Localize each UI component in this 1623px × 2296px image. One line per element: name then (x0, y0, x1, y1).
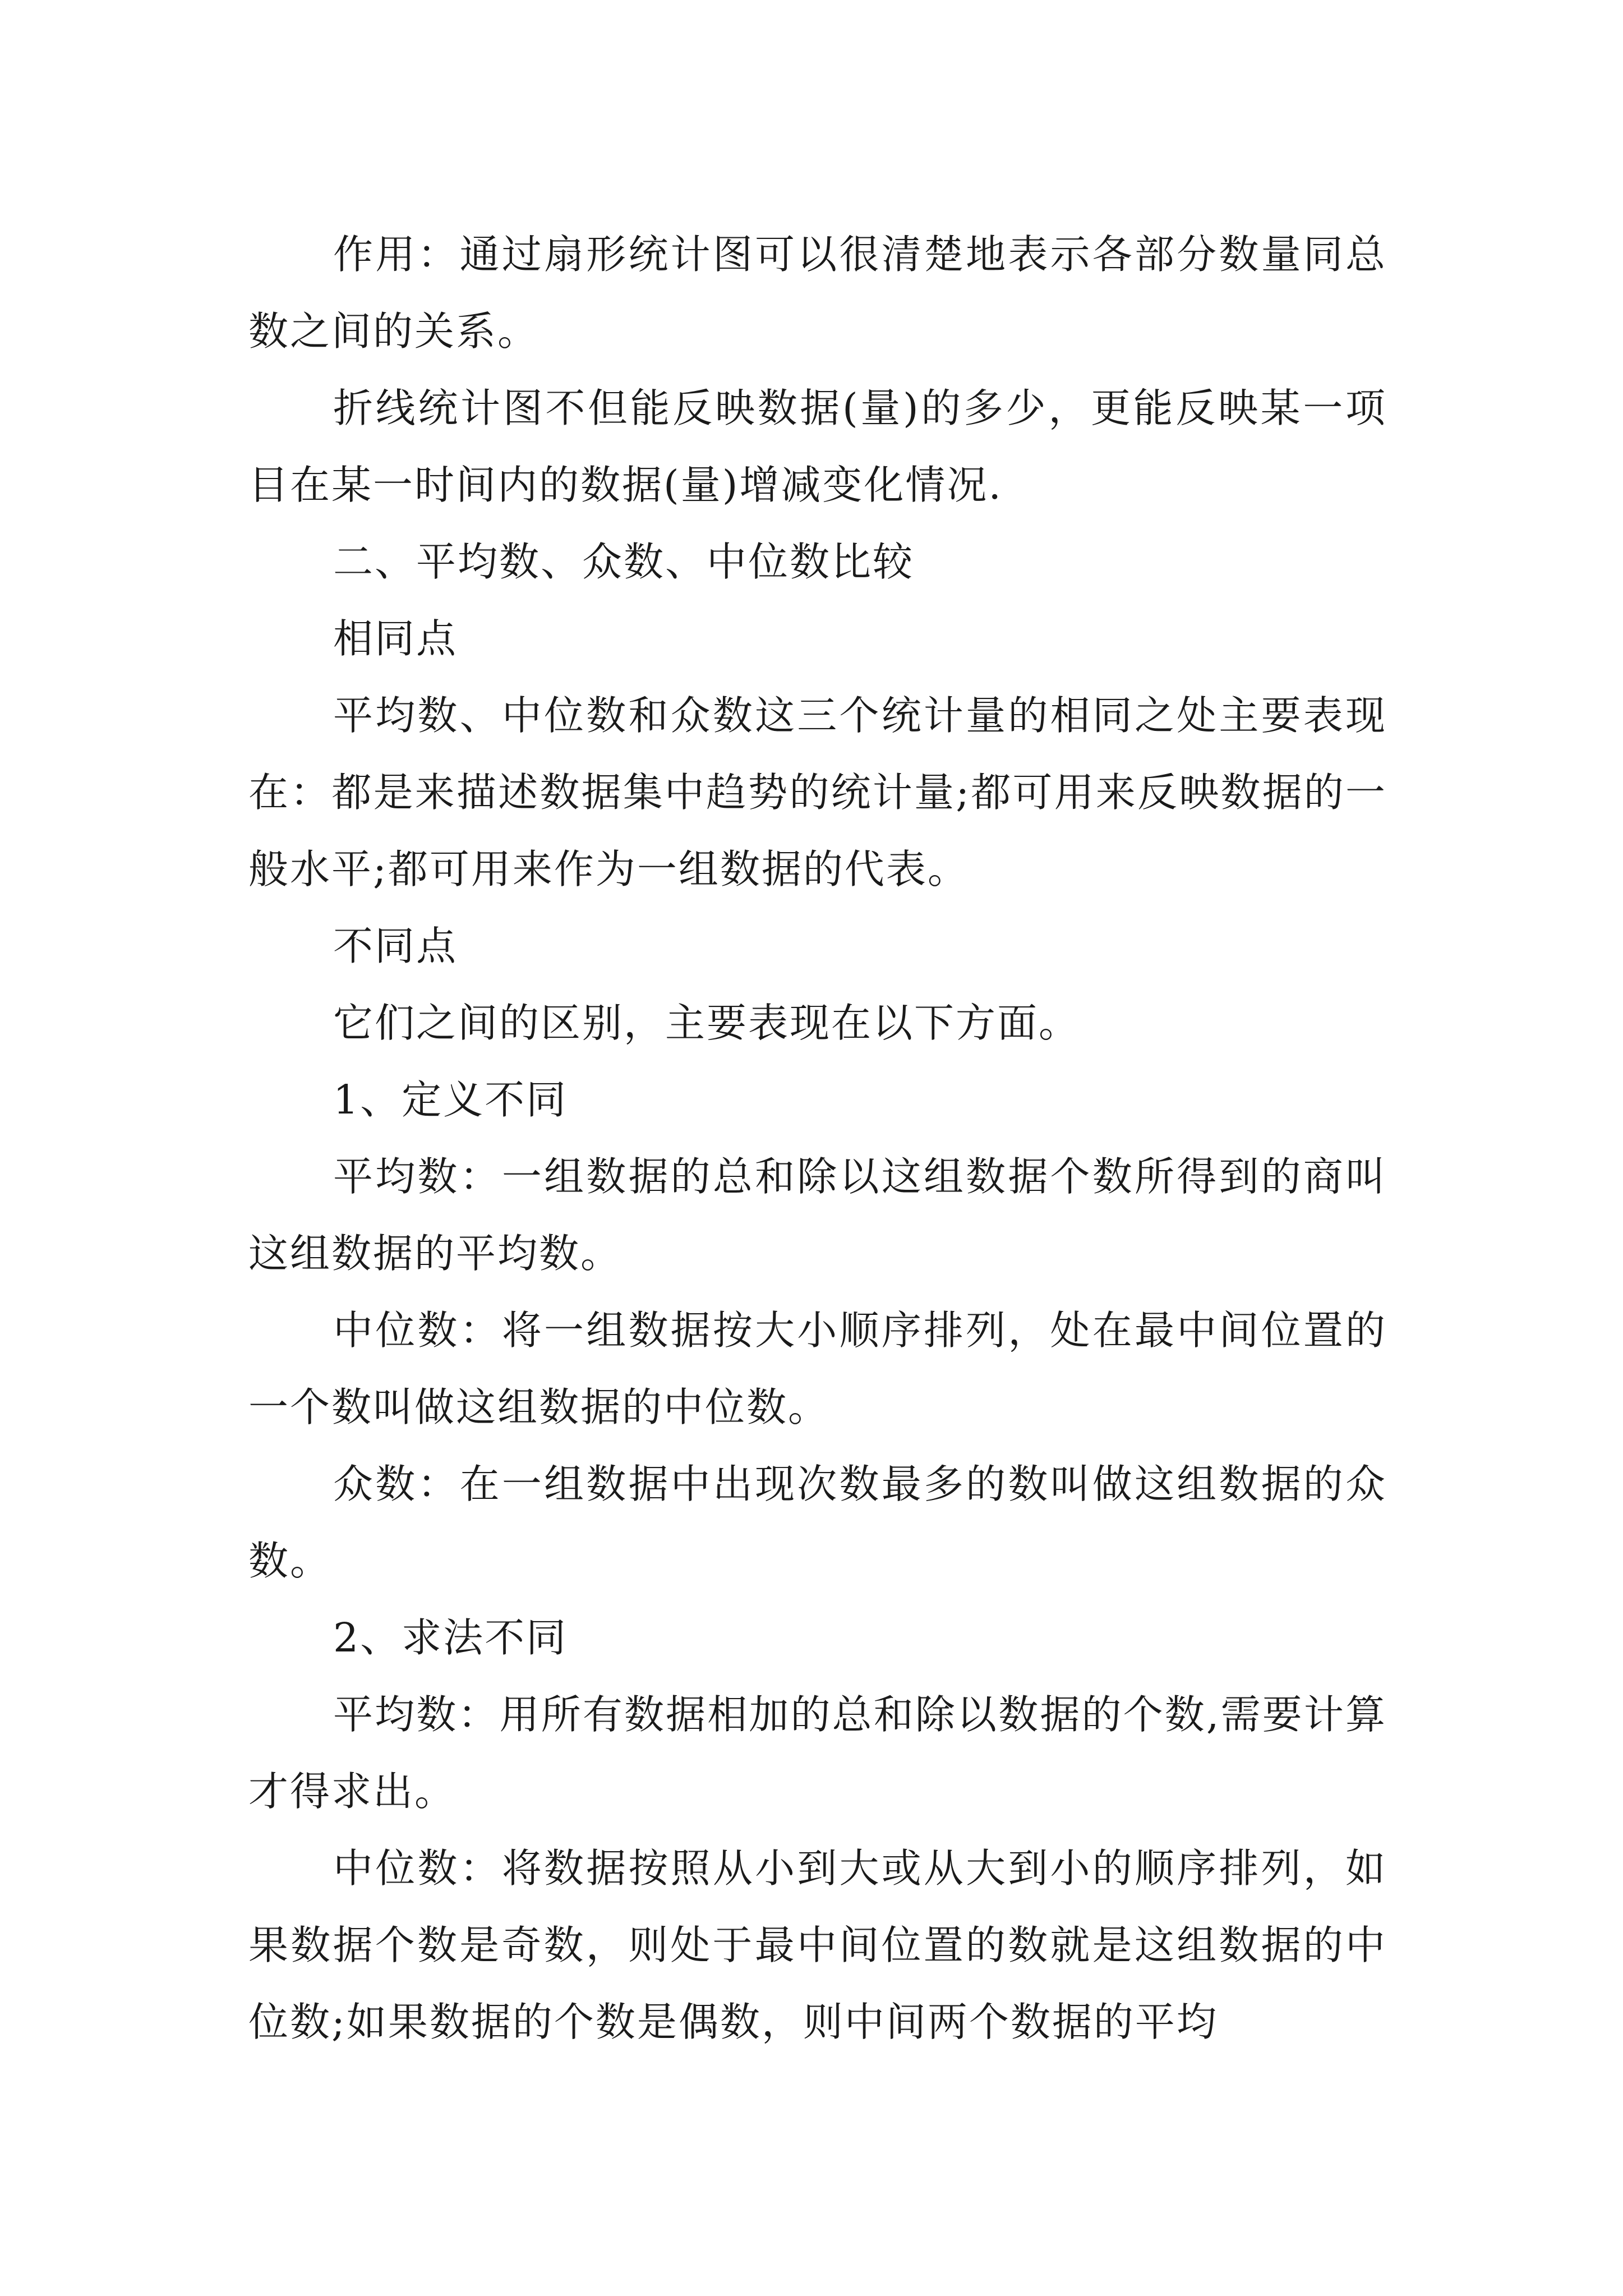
paragraph-mean-definition: 平均数：一组数据的总和除以这组数据个数所得到的商叫这组数据的平均数。 (248, 1153, 1387, 1277)
document-body (248, 216, 1387, 2060)
paragraph-mode-definition: 众数：在一组数据中出现次数最多的数叫做这组数据的众数。 (248, 1461, 1387, 1584)
paragraph-mean-method: 平均数：用所有数据相加的总和除以数据的个数,需要计算才得求出。 (248, 1691, 1387, 1815)
paragraph-median-method: 中位数：将数据按照从小到大或从大到小的顺序排列，如果数据个数是奇数，则处于最中间位置的数就是这组数据的中位数;如果数据的个数是偶数，则中间两个数据的平均 (248, 1845, 1387, 2045)
paragraph-similarities: 平均数、中位数和众数这三个统计量的相同之处主要表现在：都是来描述数据集中趋势的统计量;都可用来反映数据的一般水平;都可用来作为一组数据的代表。 (248, 692, 1387, 892)
section-heading-comparison: 二、平均数、众数、中位数比较 (333, 539, 915, 585)
subheading-similarities: 相同点 (333, 615, 458, 662)
subheading-definition: 1、定义不同 (333, 1076, 568, 1123)
subheading-differences: 不同点 (333, 923, 458, 969)
paragraph-differences-intro: 它们之间的区别，主要表现在以下方面。 (333, 1000, 1081, 1046)
paragraph-line-chart-purpose: 折线统计图不但能反映数据(量)的多少，更能反映某一项目在某一时间内的数据(量)增减变化情况. (248, 385, 1387, 508)
paragraph-median-definition: 中位数：将一组数据按大小顺序排列，处在最中间位置的一个数叫做这组数据的中位数。 (248, 1307, 1387, 1430)
paragraph-pie-chart-purpose: 作用：通过扇形统计图可以很清楚地表示各部分数量同总数之间的关系。 (248, 231, 1387, 355)
subheading-method: 2、求法不同 (333, 1614, 568, 1661)
